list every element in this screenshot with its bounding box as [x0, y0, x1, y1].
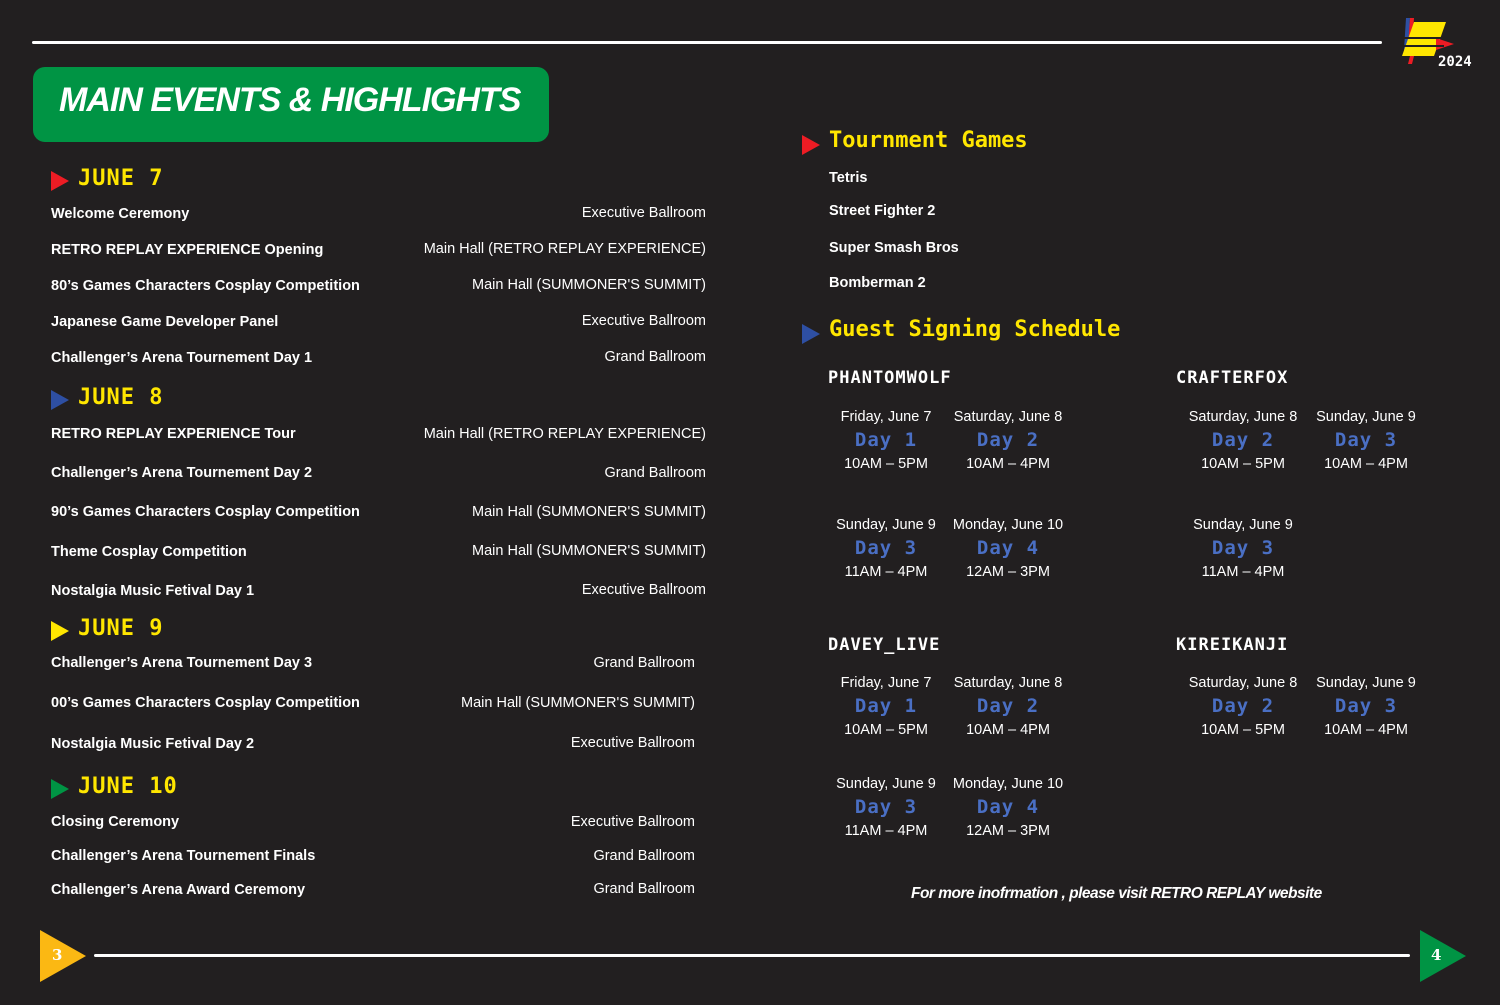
game-item: Bomberman 2 — [829, 275, 926, 291]
event-venue: Main Hall (SUMMONER'S SUMMIT) — [461, 695, 695, 711]
slot-date: Sunday, June 9 — [1316, 675, 1416, 691]
event-venue: Main Hall (RETRO REPLAY EXPERIENCE) — [423, 426, 706, 442]
slot-time: 10AM – 4PM — [1324, 456, 1408, 472]
signing-slot — [826, 409, 946, 472]
event-venue: Main Hall (SUMMONER'S SUMMIT) — [472, 277, 706, 293]
day-label: JUNE 9 — [78, 616, 164, 641]
event-logo — [1392, 16, 1472, 74]
title-banner — [33, 67, 549, 142]
page-number-left: 3 — [52, 946, 63, 964]
event-name: Challenger’s Arena Award Ceremony — [51, 882, 306, 898]
page-marker-right — [1420, 930, 1466, 982]
slot-time: 12AM – 3PM — [966, 564, 1050, 580]
slot-time: 11AM – 4PM — [844, 564, 928, 580]
slot-date: Saturday, June 8 — [953, 409, 1063, 425]
slot-time: 10AM – 4PM — [966, 722, 1050, 738]
event-name: RETRO REPLAY EXPERIENCE Tour — [51, 426, 296, 442]
slot-date: Friday, June 7 — [840, 409, 932, 425]
logo-year: 2024 — [1438, 54, 1472, 70]
event-venue: Grand Ballroom — [593, 848, 695, 864]
slot-day: Day 3 — [1334, 695, 1398, 717]
top-divider — [32, 41, 1382, 44]
triangle-icon — [51, 621, 69, 641]
event-name: RETRO REPLAY EXPERIENCE Opening — [51, 242, 324, 258]
game-item: Street Fighter 2 — [829, 203, 936, 219]
slot-time: 10AM – 5PM — [1201, 456, 1285, 472]
triangle-icon — [802, 324, 820, 344]
guest-name: DAVEY_LIVE — [828, 635, 941, 655]
triangle-icon — [51, 390, 69, 410]
signing-slot — [826, 776, 946, 839]
event-venue: Executive Ballroom — [570, 735, 695, 751]
event-venue: Grand Ballroom — [593, 881, 695, 897]
signing-slot — [826, 517, 946, 580]
footer-note: For more inofrmation , please visit RETRO REPLAY website — [911, 885, 1322, 902]
signing-slot — [1306, 675, 1426, 738]
signing-slot — [948, 675, 1068, 738]
event-venue: Main Hall (RETRO REPLAY EXPERIENCE) — [423, 241, 706, 257]
slot-date: Sunday, June 9 — [1193, 517, 1293, 533]
signing-slot — [1183, 675, 1303, 738]
slot-day: Day 3 — [1211, 537, 1275, 559]
slot-day: Day 4 — [976, 537, 1040, 559]
guest-name: KIREIKANJI — [1176, 635, 1289, 655]
page-number-right: 4 — [1431, 946, 1442, 964]
slot-day: Day 3 — [1334, 429, 1398, 451]
slot-date: Monday, June 10 — [952, 517, 1064, 533]
slot-day: Day 3 — [854, 537, 918, 559]
slot-date: Saturday, June 8 — [1188, 409, 1298, 425]
event-venue: Executive Ballroom — [581, 205, 706, 221]
event-venue: Executive Ballroom — [570, 814, 695, 830]
day-label: JUNE 7 — [78, 166, 164, 191]
triangle-icon — [802, 135, 820, 155]
slot-time: 11AM – 4PM — [1201, 564, 1285, 580]
slot-time: 10AM – 4PM — [966, 456, 1050, 472]
event-name: 80’s Games Characters Cosplay Competition — [51, 278, 360, 294]
slot-time: 10AM – 4PM — [1324, 722, 1408, 738]
slot-day: Day 2 — [1211, 695, 1275, 717]
game-item: Tetris — [829, 170, 868, 186]
event-venue: Executive Ballroom — [581, 582, 706, 598]
slot-day: Day 2 — [976, 429, 1040, 451]
event-venue: Main Hall (SUMMONER'S SUMMIT) — [472, 543, 706, 559]
signing-title: Guest Signing Schedule — [829, 317, 1121, 342]
slot-day: Day 2 — [1211, 429, 1275, 451]
slot-day: Day 3 — [854, 796, 918, 818]
signing-slot — [1183, 517, 1303, 580]
triangle-icon — [51, 171, 69, 191]
guest-name: PHANTOMWOLF — [828, 368, 952, 388]
page-title: MAIN EVENTS & HIGHLIGHTS — [59, 81, 521, 119]
event-name: Theme Cosplay Competition — [51, 544, 247, 560]
slot-day: Day 4 — [976, 796, 1040, 818]
day-label: JUNE 10 — [78, 774, 178, 799]
event-name: Challenger’s Arena Tournement Day 3 — [51, 655, 313, 671]
slot-date: Sunday, June 9 — [836, 517, 936, 533]
event-name: Nostalgia Music Fetival Day 2 — [51, 736, 255, 752]
slot-time: 11AM – 4PM — [844, 823, 928, 839]
event-venue: Main Hall (SUMMONER'S SUMMIT) — [472, 504, 706, 520]
page-marker-left — [40, 930, 86, 982]
slot-time: 10AM – 5PM — [1201, 722, 1285, 738]
game-item: Super Smash Bros — [829, 240, 959, 256]
event-name: Challenger’s Arena Tournement Finals — [51, 848, 316, 864]
event-name: Welcome Ceremony — [51, 206, 190, 222]
tournament-title: Tournment Games — [829, 128, 1028, 153]
slot-day: Day 1 — [854, 429, 918, 451]
event-venue: Grand Ballroom — [593, 655, 695, 671]
day-label: JUNE 8 — [78, 385, 164, 410]
slot-time: 10AM – 5PM — [844, 722, 928, 738]
event-name: Challenger’s Arena Tournement Day 1 — [51, 350, 313, 366]
guest-name: CRAFTERFOX — [1176, 368, 1289, 388]
event-venue: Executive Ballroom — [581, 313, 706, 329]
slot-time: 12AM – 3PM — [966, 823, 1050, 839]
slot-date: Monday, June 10 — [952, 776, 1064, 792]
bottom-divider — [94, 954, 1410, 957]
slot-time: 10AM – 5PM — [844, 456, 928, 472]
signing-slot — [948, 776, 1068, 839]
triangle-icon — [51, 779, 69, 799]
event-name: Japanese Game Developer Panel — [51, 314, 279, 330]
signing-slot — [948, 409, 1068, 472]
event-venue: Grand Ballroom — [604, 465, 706, 481]
slot-date: Friday, June 7 — [840, 675, 932, 691]
event-name: 00’s Games Characters Cosplay Competition — [51, 695, 360, 711]
event-name: Closing Ceremony — [51, 814, 180, 830]
event-venue: Grand Ballroom — [604, 349, 706, 365]
slot-day: Day 1 — [854, 695, 918, 717]
slot-date: Saturday, June 8 — [1188, 675, 1298, 691]
slot-date: Saturday, June 8 — [953, 675, 1063, 691]
signing-slot — [1183, 409, 1303, 472]
signing-slot — [948, 517, 1068, 580]
event-name: Nostalgia Music Fetival Day 1 — [51, 583, 255, 599]
event-name: Challenger’s Arena Tournement Day 2 — [51, 465, 313, 481]
signing-slot — [826, 675, 946, 738]
slot-day: Day 2 — [976, 695, 1040, 717]
signing-slot — [1306, 409, 1426, 472]
event-name: 90’s Games Characters Cosplay Competition — [51, 504, 360, 520]
slot-date: Sunday, June 9 — [836, 776, 936, 792]
slot-date: Sunday, June 9 — [1316, 409, 1416, 425]
